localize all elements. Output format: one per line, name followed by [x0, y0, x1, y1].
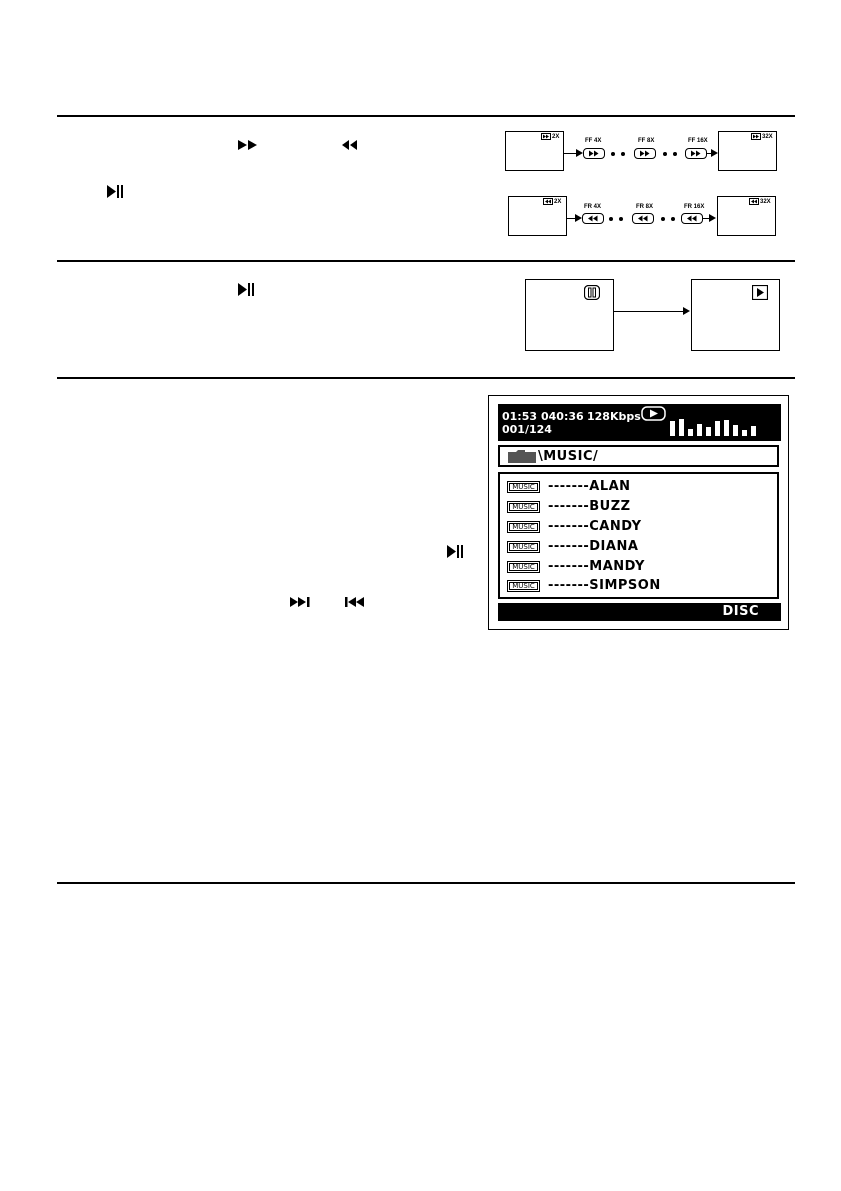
file-name: -------BUZZ [548, 499, 631, 514]
ellipsis-dot [609, 217, 613, 221]
fast-forward-icon [751, 133, 761, 140]
section-divider [57, 882, 795, 884]
source-label: DISC [722, 604, 759, 619]
ellipsis-dot [611, 152, 615, 156]
speed-label: FR 8X [636, 204, 654, 210]
rewind-icon [637, 215, 649, 222]
music-file-tag: MUSIC [507, 521, 540, 533]
equalizer-bar [706, 427, 711, 436]
playback-status-bar [498, 404, 781, 441]
file-name: -------SIMPSON [548, 578, 661, 593]
equalizer-bar [679, 419, 684, 436]
ellipsis-dot [671, 217, 675, 221]
arrow-head [709, 214, 716, 222]
equalizer-bar [670, 421, 675, 436]
ellipsis-dot [621, 152, 625, 156]
previous-track-icon [344, 596, 366, 608]
fast-forward-icon [541, 133, 551, 140]
arrow-head [711, 149, 718, 157]
ellipsis-dot [661, 217, 665, 221]
play-icon [752, 285, 768, 300]
elapsed-time: 01:53 [502, 410, 538, 423]
folder-icon [507, 449, 537, 464]
ellipsis-dot [619, 217, 623, 221]
music-file-tag: MUSIC [507, 481, 540, 493]
music-file-tag: MUSIC [507, 501, 540, 513]
section-divider [57, 260, 795, 262]
speed-label: FF 16X [688, 138, 708, 144]
ellipsis-dot [673, 152, 677, 156]
arrow-head [683, 307, 690, 315]
music-file-tag: MUSIC [507, 580, 540, 592]
fast-forward-icon [237, 139, 259, 151]
section-divider [57, 377, 795, 379]
arrow [564, 153, 576, 154]
speed-label: 2X [552, 134, 560, 140]
equalizer-bar [751, 426, 756, 436]
speed-label: FF 4X [585, 138, 602, 144]
ellipsis-dot [663, 152, 667, 156]
speed-label: 2X [554, 199, 562, 205]
rewind-icon [587, 215, 599, 222]
equalizer-bar [742, 430, 747, 436]
equalizer-bar [715, 421, 720, 436]
speed-label: FR 4X [584, 204, 602, 210]
arrow-head [576, 149, 583, 157]
equalizer-bar [724, 420, 729, 436]
rewind-icon [543, 198, 553, 205]
total-time: 040:36 [541, 410, 584, 423]
equalizer-bar [733, 425, 738, 436]
file-name: -------DIANA [548, 539, 639, 554]
folder-path: \MUSIC/ [538, 449, 599, 464]
play-pause-icon [446, 544, 464, 559]
file-name: -------ALAN [548, 479, 631, 494]
rewind-icon [686, 215, 698, 222]
folder-path-bar [498, 445, 779, 467]
fast-forward-icon [588, 150, 600, 157]
music-file-tag: MUSIC [507, 541, 540, 553]
speed-label: 32X [760, 199, 771, 205]
source-bar [498, 603, 781, 621]
next-track-icon [289, 596, 311, 608]
bitrate: 128Kbps [587, 410, 641, 423]
speed-label: FR 16X [684, 204, 705, 210]
file-name: -------MANDY [548, 559, 645, 574]
track-counter: 001/124 [502, 423, 552, 436]
play-icon [641, 406, 666, 421]
arrow-head [575, 214, 582, 222]
play-pause-icon [237, 282, 255, 297]
music-file-tag: MUSIC [507, 561, 540, 573]
arrow [614, 311, 684, 312]
section-divider [57, 115, 795, 117]
rewind-icon [341, 139, 359, 151]
pause-icon [584, 285, 600, 300]
equalizer-bar [697, 424, 702, 436]
equalizer-bar [688, 429, 693, 436]
speed-label: 32X [762, 134, 773, 140]
play-pause-icon [106, 184, 124, 199]
fast-forward-icon [639, 150, 651, 157]
screen-frame [525, 279, 614, 351]
equalizer-meter [670, 414, 762, 436]
fast-forward-icon [690, 150, 702, 157]
speed-label: FF 8X [638, 138, 655, 144]
file-name: -------CANDY [548, 519, 642, 534]
rewind-icon [749, 198, 759, 205]
